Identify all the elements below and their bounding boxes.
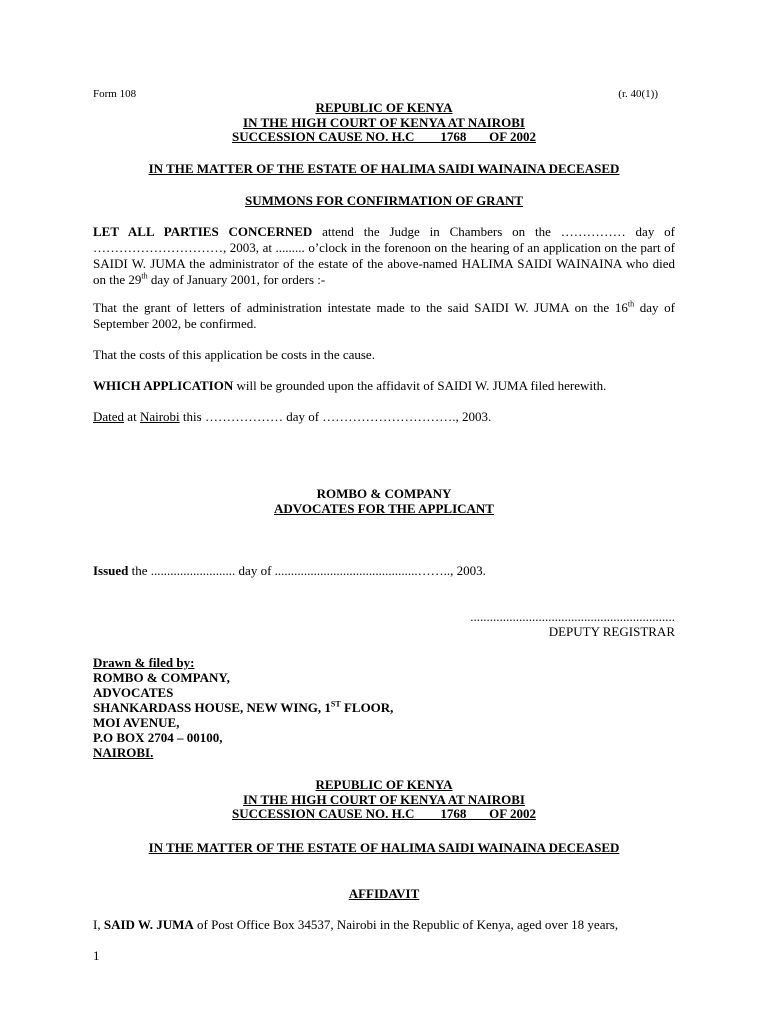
page-number: 1: [93, 948, 100, 963]
matter-heading-2: IN THE MATTER OF THE ESTATE OF HALIMA SAIDI WAINAINA DECEASED: [148, 840, 620, 855]
summons-title: SUMMONS FOR CONFIRMATION OF GRANT: [244, 193, 524, 208]
issued-line: [93, 563, 675, 579]
address-line-3b: FLOOR,: [340, 700, 394, 715]
firm-name: ROMBO & COMPANY: [316, 486, 452, 501]
application-lead: WHICH APPLICATION: [93, 378, 234, 393]
drawn-label: Drawn & filed by:: [93, 655, 195, 670]
court-header-2: [93, 778, 675, 822]
dated-rest: this ……………… day of …………………………., 2003.: [179, 409, 492, 424]
drawn-filed-block: [93, 655, 393, 760]
court-heading: IN THE HIGH COURT OF KENYA AT NAIROBI: [243, 114, 525, 130]
affidavit-title: AFFIDAVIT: [348, 886, 420, 901]
summons-text-b: day of January 2001, for orders :-: [147, 272, 326, 287]
matter-heading: IN THE MATTER OF THE ESTATE OF HALIMA SAIDI WAINAINA DECEASED: [148, 161, 620, 176]
address-line-3-sup: ST: [330, 699, 341, 709]
grant-sup: th: [627, 299, 635, 309]
grant-paragraph: [93, 300, 675, 332]
deponent-name: SAID W. JUMA: [103, 917, 194, 932]
firm-role: ADVOCATES FOR THE APPLICANT: [274, 501, 494, 516]
firm-block: [93, 486, 675, 516]
summons-sup: th: [141, 271, 148, 281]
dated-place: Nairobi: [139, 409, 180, 424]
cause-heading: SUCCESSION CAUSE NO. H.C 1768 OF 2002: [232, 129, 536, 144]
republic-heading: REPUBLIC OF KENYA: [315, 100, 453, 115]
address-line-3: [93, 700, 393, 715]
registrar-title: DEPUTY REGISTRAR: [548, 624, 675, 639]
grant-text-a: That the grant of letters of administration intestate made to the said SAIDI W. JUMA on the 16: [93, 300, 628, 315]
affidavit-rest: of Post Office Box 34537, Nairobi in the Republic of Kenya, aged over 18 years,: [193, 917, 619, 932]
rule-reference: (r. 40(1)): [618, 88, 658, 100]
address-line-5: P.O BOX 2704 – 00100,: [93, 730, 223, 745]
parties-lead: LET ALL PARTIES CONCERNED: [93, 224, 313, 239]
grant-text-b: day of September 2002, be confirmed.: [93, 300, 675, 331]
dated-word: Dated: [93, 409, 125, 424]
republic-heading-2: REPUBLIC OF KENYA: [315, 777, 453, 792]
summons-paragraph: [93, 224, 675, 288]
address-line-6: NAIROBI.: [93, 745, 154, 760]
cause-heading-2: SUCCESSION CAUSE NO. H.C 1768 OF 2002: [232, 806, 536, 821]
issued-rest: the .......................... day of ............................................…….., 2003.: [128, 563, 486, 578]
court-heading-2: IN THE HIGH COURT OF KENYA AT NAIROBI: [243, 791, 525, 807]
address-line-3a: SHANKARDASS HOUSE, NEW WING, 1: [93, 700, 331, 715]
dated-at: at: [124, 409, 140, 424]
address-line-2: ADVOCATES: [93, 685, 174, 700]
dated-line: [93, 409, 675, 425]
registrar-dots: ...............................................................: [470, 609, 675, 624]
affidavit-paragraph: [93, 917, 675, 933]
court-header: [93, 101, 675, 145]
application-text: will be grounded upon the affidavit of SAIDI W. JUMA filed herewith.: [233, 378, 607, 393]
costs-paragraph: That the costs of this application be costs in the cause.: [93, 347, 375, 362]
address-line-1: ROMBO & COMPANY,: [93, 670, 230, 685]
address-line-4: MOI AVENUE,: [93, 715, 180, 730]
application-paragraph: [93, 378, 675, 394]
affidavit-lead: I,: [93, 917, 104, 932]
form-number: Form 108: [93, 88, 137, 100]
issued-word: Issued: [93, 563, 129, 578]
summons-text-a: attend the Judge in Chambers on the …………… day of …………………………, 2003, at ......... o’clock in the forenoon on the hearing of an application on the part of SAIDI W. JUMA the administrator of the estate of the above-named HALIMA SAIDI WAINAINA who died on the 29: [93, 224, 675, 287]
